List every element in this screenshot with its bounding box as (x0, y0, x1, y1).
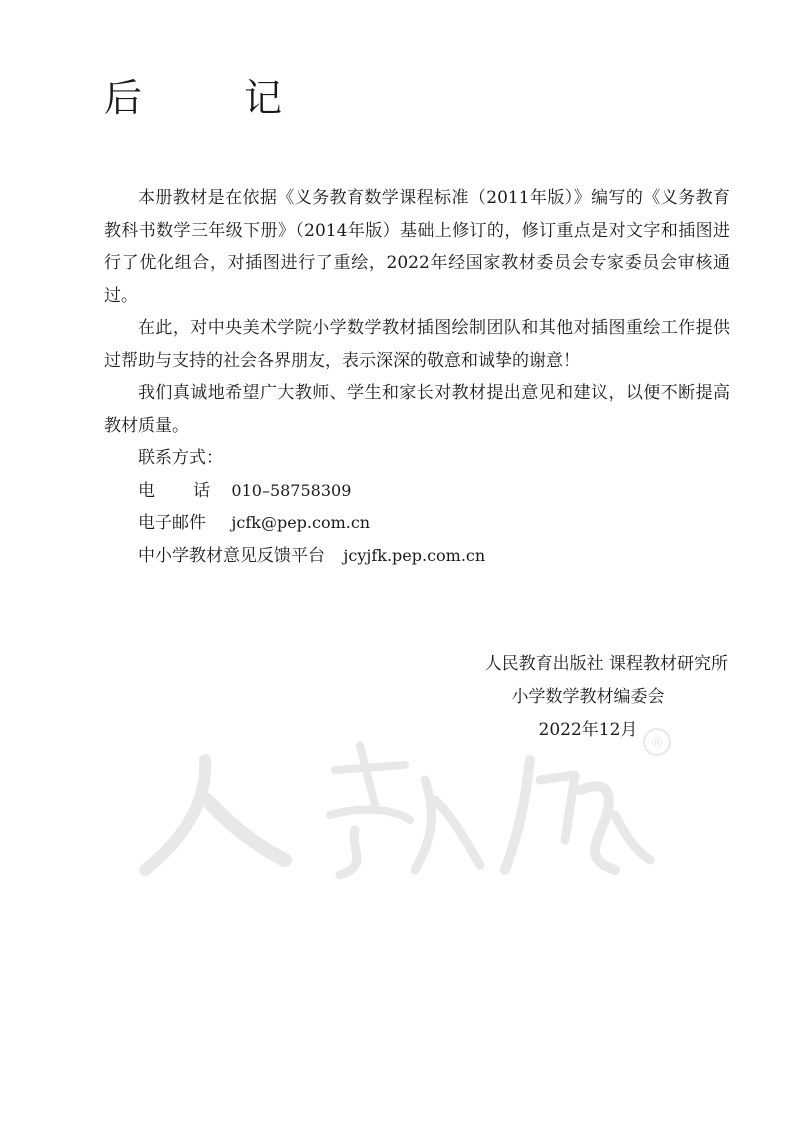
watermark-stroke (435, 800, 480, 865)
contact-email-row (138, 507, 730, 540)
watermark-stroke (415, 780, 432, 870)
watermark-stroke (540, 775, 575, 840)
contact-section (104, 442, 730, 572)
watermark-registered-mark: ® (651, 734, 663, 751)
signature-committee: 小学数学教材编委会 (511, 687, 665, 707)
watermark-stroke (505, 760, 530, 870)
watermark-stroke (330, 810, 410, 820)
contact-phone-row (138, 475, 730, 508)
feedback-platform-value[interactable]: jcyjfk.pep.com.cn (343, 545, 486, 565)
watermark-stroke (615, 815, 650, 860)
paragraph-feedback: 我们真诚地希望广大教师、学生和家长对教材提出意见和建议，以便不断提高教材质量。 (104, 383, 730, 436)
feedback-platform-label: 中小学教材意见反馈平台 (138, 545, 325, 566)
watermark-stroke (360, 745, 375, 805)
page-title: 后 记 (104, 76, 315, 120)
contact-heading: 联系方式： (138, 448, 223, 468)
signature-publisher: 人民教育出版社 课程教材研究所 (484, 654, 728, 674)
watermark-stroke (340, 830, 357, 875)
contact-feedback-row (138, 540, 730, 573)
signature-date: 2022年12月 (538, 720, 638, 740)
watermark-brush-strokes (145, 729, 670, 875)
paragraph-revision: 本册教材是在依据《义务教育数学课程标准（2011年版）》编写的《义务教育教科书数学三年级下册》（2014年版）基础上修订的，修订重点是对文字和插图进行了优化组合，对插图进行了重绘，2022年经国家教材委员会专家委员会审核通过。 (104, 188, 730, 306)
watermark-stroke (207, 800, 285, 860)
paragraph-thanks: 在此，对中央美术学院小学数学教材插图绘制团队和其他对插图重绘工作提供过帮助与支持的社会各界朋友，表示深深的敬意和诚挚的谢意！ (104, 318, 730, 371)
signature-block (448, 648, 728, 747)
phone-label: 电话 (138, 480, 248, 501)
watermark-stroke (145, 760, 205, 870)
afterword-body (104, 182, 730, 572)
email-label: 电子邮件 (138, 513, 206, 533)
email-value[interactable]: jcfk@pep.com.cn (231, 513, 371, 532)
phone-value: 010–58758309 (231, 480, 352, 500)
watermark-stroke (580, 786, 615, 870)
